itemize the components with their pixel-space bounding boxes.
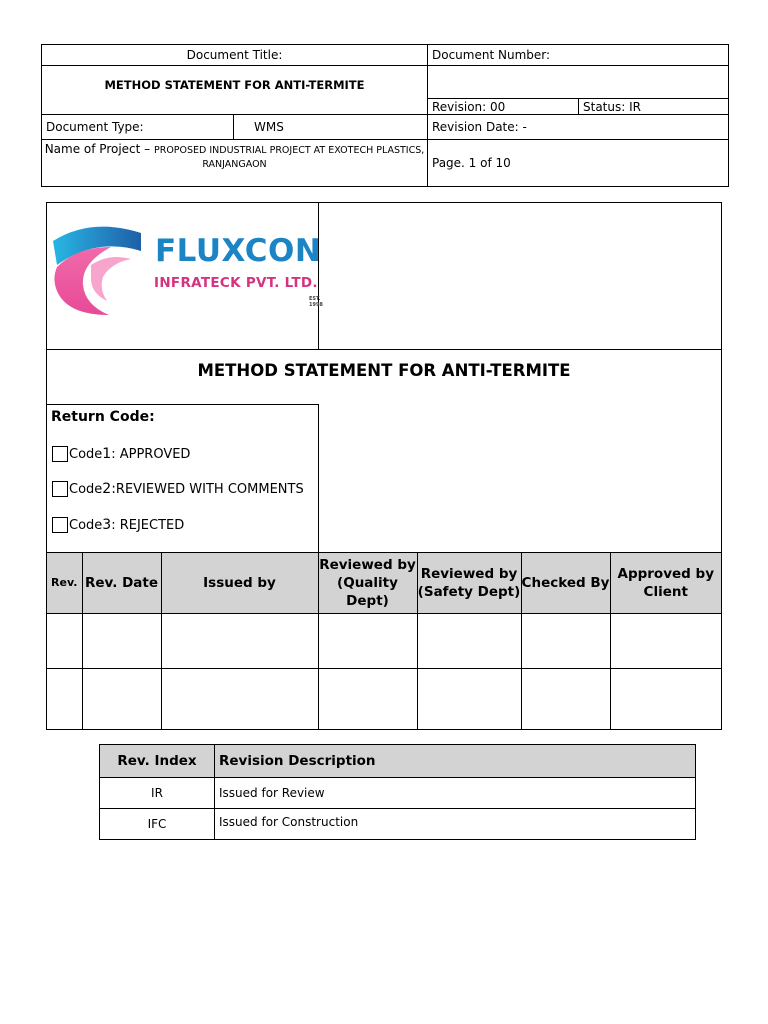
- col-checked-by: Checked By: [521, 553, 610, 614]
- project-name-cell: [42, 140, 428, 187]
- doc-number-value: [428, 66, 729, 99]
- logo-subtitle: INFRATECK PVT. LTD.: [154, 275, 318, 291]
- doc-type-label: Document Type:: [42, 115, 234, 140]
- col-rev-date: Rev. Date: [82, 553, 161, 614]
- revision-index-table: [99, 744, 696, 840]
- col-reviewed-quality: Reviewed by (Quality Dept): [318, 553, 417, 614]
- code-2-row: Code 2: REVIEWED WITH COMMENTS: [52, 481, 304, 497]
- document-header-table: [41, 44, 729, 187]
- table-row: [47, 669, 721, 730]
- col-approved-by-client: Approved by Client: [610, 553, 721, 614]
- code-1-checkbox[interactable]: [52, 446, 68, 462]
- table-row: [47, 614, 721, 669]
- table-row: IFC Issued for Construction: [100, 809, 696, 840]
- company-logo: [51, 223, 323, 319]
- code-3-row: Code 3 : REJECTED: [52, 517, 184, 533]
- col-rev: Rev.: [47, 553, 82, 614]
- logo-est: EST. 1998: [309, 296, 323, 308]
- revision-field: Revision: 00: [428, 99, 579, 115]
- doc-number-label: Document Number:: [428, 45, 729, 66]
- code-1-row: Code 1 : APPROVED: [52, 446, 190, 462]
- doc-title: METHOD STATEMENT FOR ANTI-TERMITE: [42, 66, 428, 115]
- cover-box: [46, 202, 722, 730]
- revision-signoff-table: [47, 552, 721, 730]
- logo-swoosh-icon: [51, 223, 151, 319]
- col-rev-index: Rev. Index: [100, 745, 215, 778]
- col-reviewed-safety: Reviewed by (Safety Dept): [417, 553, 521, 614]
- doc-type-value: WMS: [234, 115, 428, 140]
- col-revision-description: Revision Description: [215, 745, 696, 778]
- doc-title-label: Document Title:: [42, 45, 428, 66]
- revision-date-field: Revision Date: -: [428, 115, 729, 140]
- main-title: METHOD STATEMENT FOR ANTI-TERMITE: [197, 361, 571, 380]
- col-issued-by: Issued by: [161, 553, 318, 614]
- table-row: IR Issued for Review: [100, 778, 696, 809]
- project-label: Name of Project –: [44, 142, 151, 156]
- code-2-checkbox[interactable]: [52, 481, 68, 497]
- project-name: PROPOSED INDUSTRIAL PROJECT AT EXOTECH PLASTICS, RANJANGAON: [154, 145, 425, 171]
- page-number: Page. 1 of 10: [428, 140, 729, 187]
- status-field: Status: IR: [579, 99, 729, 115]
- code-3-checkbox[interactable]: [52, 517, 68, 533]
- return-code-title: Return Code:: [51, 409, 155, 425]
- logo-name: FLUXCON: [155, 233, 322, 269]
